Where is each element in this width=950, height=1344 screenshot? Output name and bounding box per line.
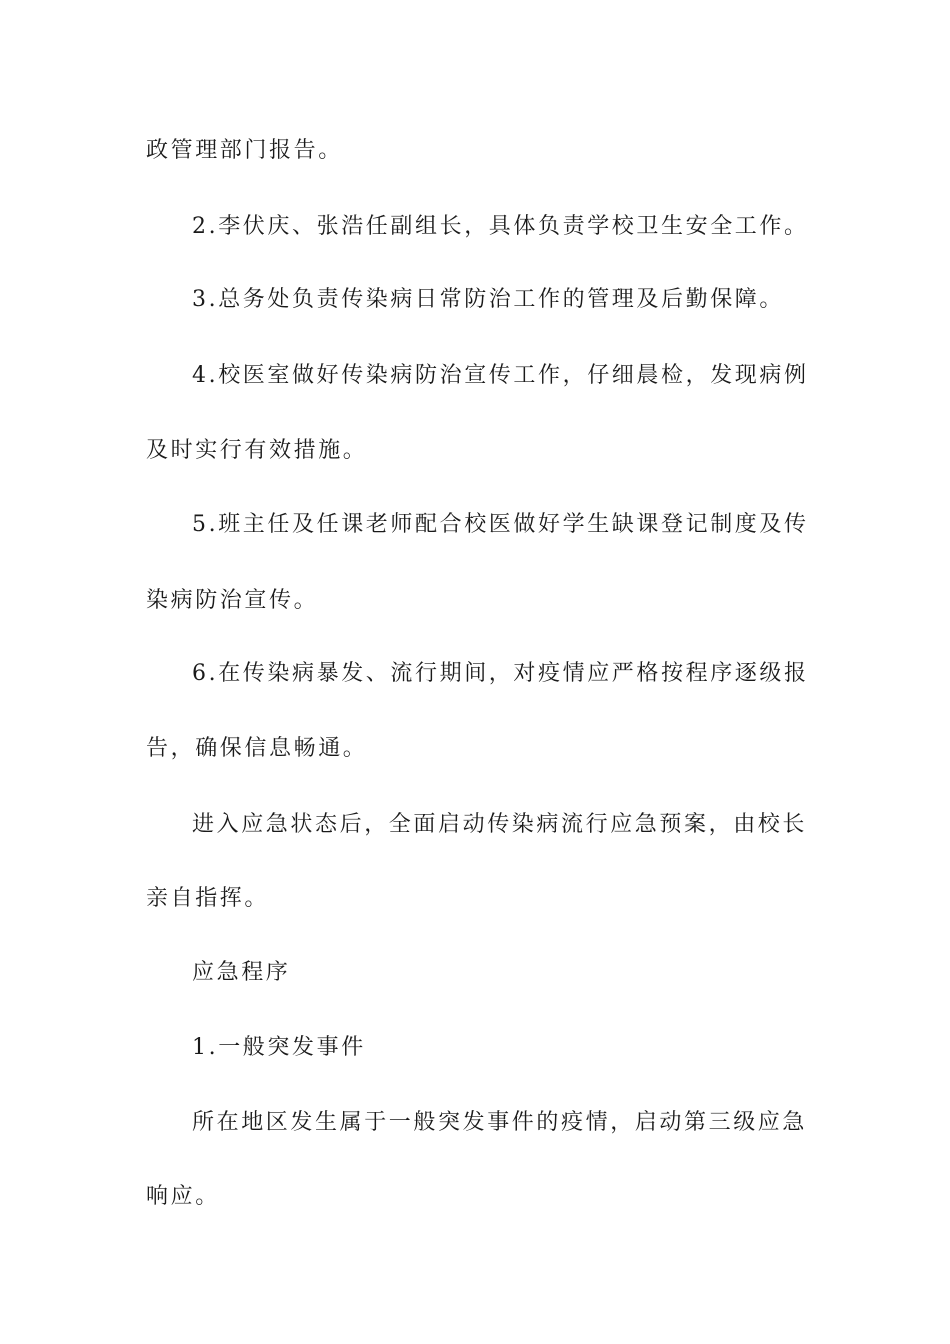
section-heading: 应急程序 — [192, 960, 291, 985]
text-line-3: 3.总务处负责传染病日常防治工作的管理及后勤保障。 — [192, 287, 784, 312]
text-line-6: 5.班主任及任课老师配合校医做好学生缺课登记制度及传 — [192, 512, 809, 537]
subheading-general-event: 1.一般突发事件 — [192, 1035, 366, 1060]
text-line-15: 响应。 — [146, 1184, 220, 1209]
text-line-10: 进入应急状态后，全面启动传染病流行应急预案，由校长 — [192, 812, 808, 837]
text-line-14: 所在地区发生属于一般突发事件的疫情，启动第三级应急 — [192, 1110, 808, 1135]
text-line-1: 政管理部门报告。 — [146, 138, 343, 163]
text-line-4: 4.校医室做好传染病防治宣传工作，仔细晨检，发现病例 — [192, 363, 809, 388]
text-line-9: 告，确保信息畅通。 — [146, 736, 368, 761]
text-line-5: 及时实行有效措施。 — [146, 438, 368, 463]
text-line-2: 2.李伏庆、张浩任副组长，具体负责学校卫生安全工作。 — [192, 214, 809, 239]
text-line-8: 6.在传染病暴发、流行期间，对疫情应严格按程序逐级报 — [192, 661, 809, 686]
text-line-7: 染病防治宣传。 — [146, 588, 319, 613]
text-line-11: 亲自指挥。 — [146, 886, 270, 911]
